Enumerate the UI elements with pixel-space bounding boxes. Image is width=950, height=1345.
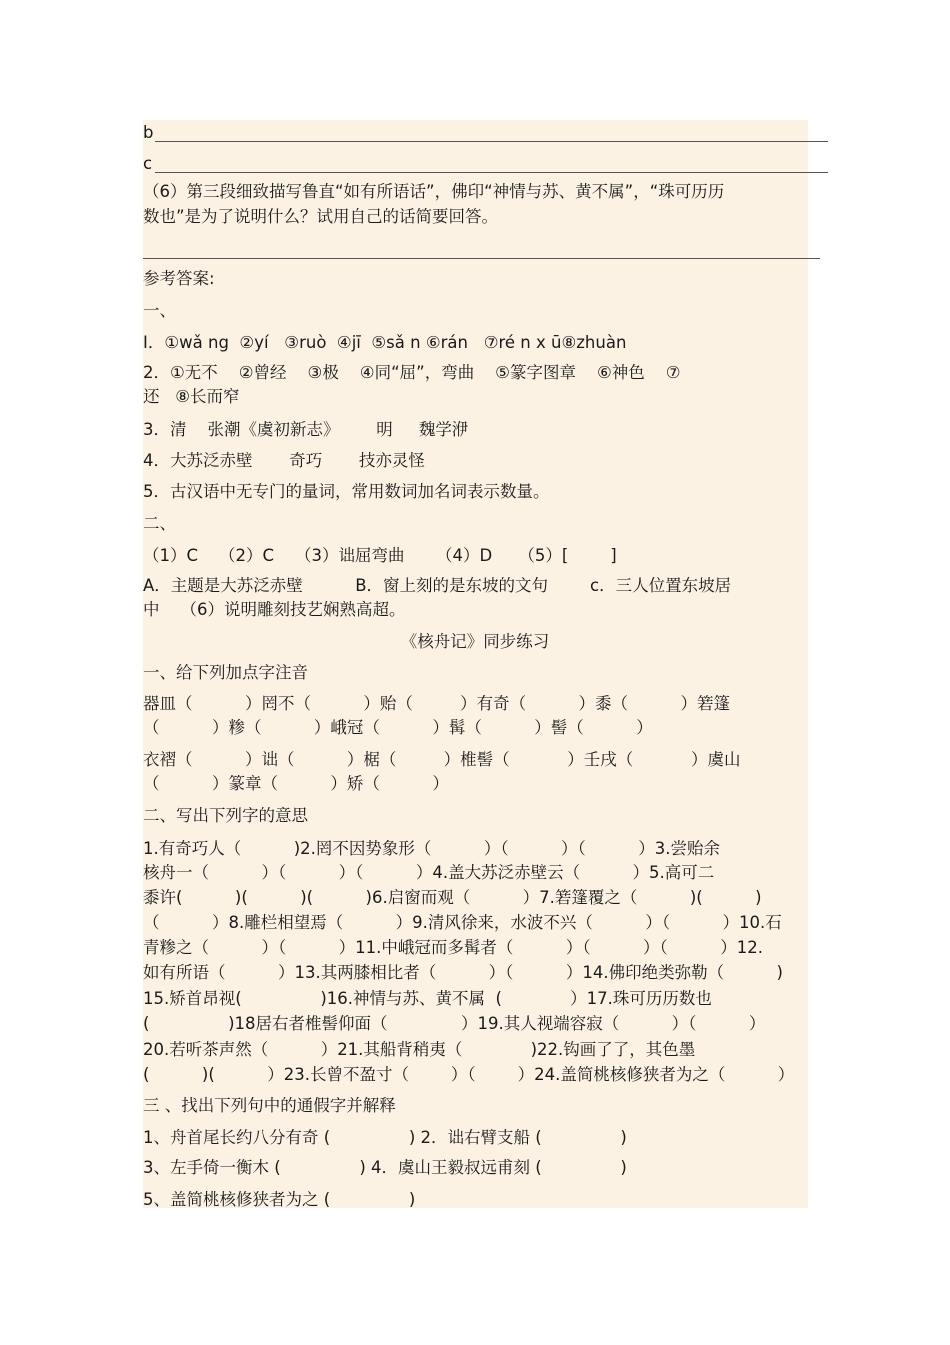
answers-part-1-heading: 一、 [143,301,176,320]
section-2-heading: 二、写出下列字的意思 [143,806,308,825]
exercise-line: 青糁之（ ）（ ）11.中峨冠而多髯者（ ）（ ）（ ）12. [143,938,763,957]
blank-line-b [155,141,828,142]
exercise-line: （ ）篆章（ ）矫（ ） [143,774,449,793]
exercise-line: （ ）8.雕栏相望焉（ ）9.清风徐来，水波不兴（ ）（ ）10.石 [143,913,782,932]
answers-heading: 参考答案: [143,269,215,288]
answer-line: A．主题是大苏泛赤壁 B．窗上刻的是东坡的文句 c．三人位置东坡居 [143,576,732,595]
exercise-line: 衣褶（ ）诎（ ）椐（ ）椎髻（ ）壬戌（ ）虞山 [143,750,741,769]
answer-line: 5．古汉语中无专门的量词，常用数词加名词表示数量。 [143,482,550,501]
answer-blank-line [143,258,820,259]
answer-line: 2．①无不 ②曾经 ③极 ④同“屈”，弯曲 ⑤篆字图章 ⑥神色 ⑦ [143,363,681,382]
exercise-line: 5、盖简桃核修狭者为之 ( ) [143,1190,416,1209]
question-6-line-1: （6）第三段细致描写鲁直“如有所语话”，佛印“神情与苏、黄不属”，“珠可历历 [143,182,725,201]
section-3-heading: 三 、找出下列句中的通假字并解释 [143,1096,396,1115]
exercise-line: 15.矫首昂视( )16.神情与苏、黄不属 ( ）17.珠可历历数也 [143,989,712,1008]
exercise-line: 1.有奇巧人（ )2.罔不因势象形（ ）（ ）（ ）3.尝贻余 [143,839,720,858]
exercise-line: （ ）糁（ ）峨冠（ ）髯（ ）髻（ ） [143,718,653,737]
exercise-line: 核舟一（ ）（ ）（ ）4.盖大苏泛赤壁云（ ）5.高可二 [143,863,715,882]
blank-line-c-label: c [143,154,153,173]
answer-line: （1）C （2）C （3）诎屈弯曲 （4）D （5）[ ] [143,546,617,565]
exercise-line: ( )( ）23.长曾不盈寸（ ）（ ）24.盖简桃核修狭者为之（ ） [143,1065,795,1084]
exercise-line: 3、左手倚一衡木 ( ) 4．虞山王毅叔远甫刻 ( ) [143,1158,627,1177]
blank-line-c [155,172,828,173]
blank-line-b-label: b [143,123,154,142]
answer-line: 3．清 张潮《虞初新志》 明 魏学洢 [143,420,469,439]
answer-line: 中 （6）说明雕刻技艺娴熟高超。 [143,600,406,619]
question-6-line-2: 数也”是为了说明什么？试用自己的话简要回答。 [143,207,499,226]
exercise-line: 1、舟首尾长约八分有奇 ( ) 2．诎右臂支船 ( ) [143,1128,627,1147]
answer-line: 4．大苏泛赤壁 奇巧 技亦灵怪 [143,451,425,470]
exercise-title: 《核舟记》同步练习 [400,632,550,651]
answer-line: I．①wǎ ng ②yí ③ruò ④jī ⑤sǎ n ⑥rán ⑦ré n x ū⑧zhuàn [143,333,627,352]
exercise-line: 黍许( )( )( )6.启窗而观（ ）7.箬篷覆之（ )( ) [143,888,762,907]
exercise-line: 如有所语（ ）13.其两膝相比者（ ）（ ）14.佛印绝类弥勒（ ) [143,963,783,982]
answers-part-2-heading: 二、 [143,514,176,533]
answer-line: 还 ⑧长而窄 [143,387,240,406]
section-1-heading: 一、给下列加点字注音 [143,663,308,682]
exercise-line: 20.若听茶声然（ ）21.其船背稍夷（ )22.钩画了了，其色墨 [143,1040,696,1059]
exercise-line: 器皿（ ）罔不（ ）贻（ ）有奇（ ）黍（ ）箬篷 [143,694,730,713]
exercise-line: ( )18居右者椎髻仰面（ ）19.其人视端容寂（ ）（ ） [143,1014,766,1033]
